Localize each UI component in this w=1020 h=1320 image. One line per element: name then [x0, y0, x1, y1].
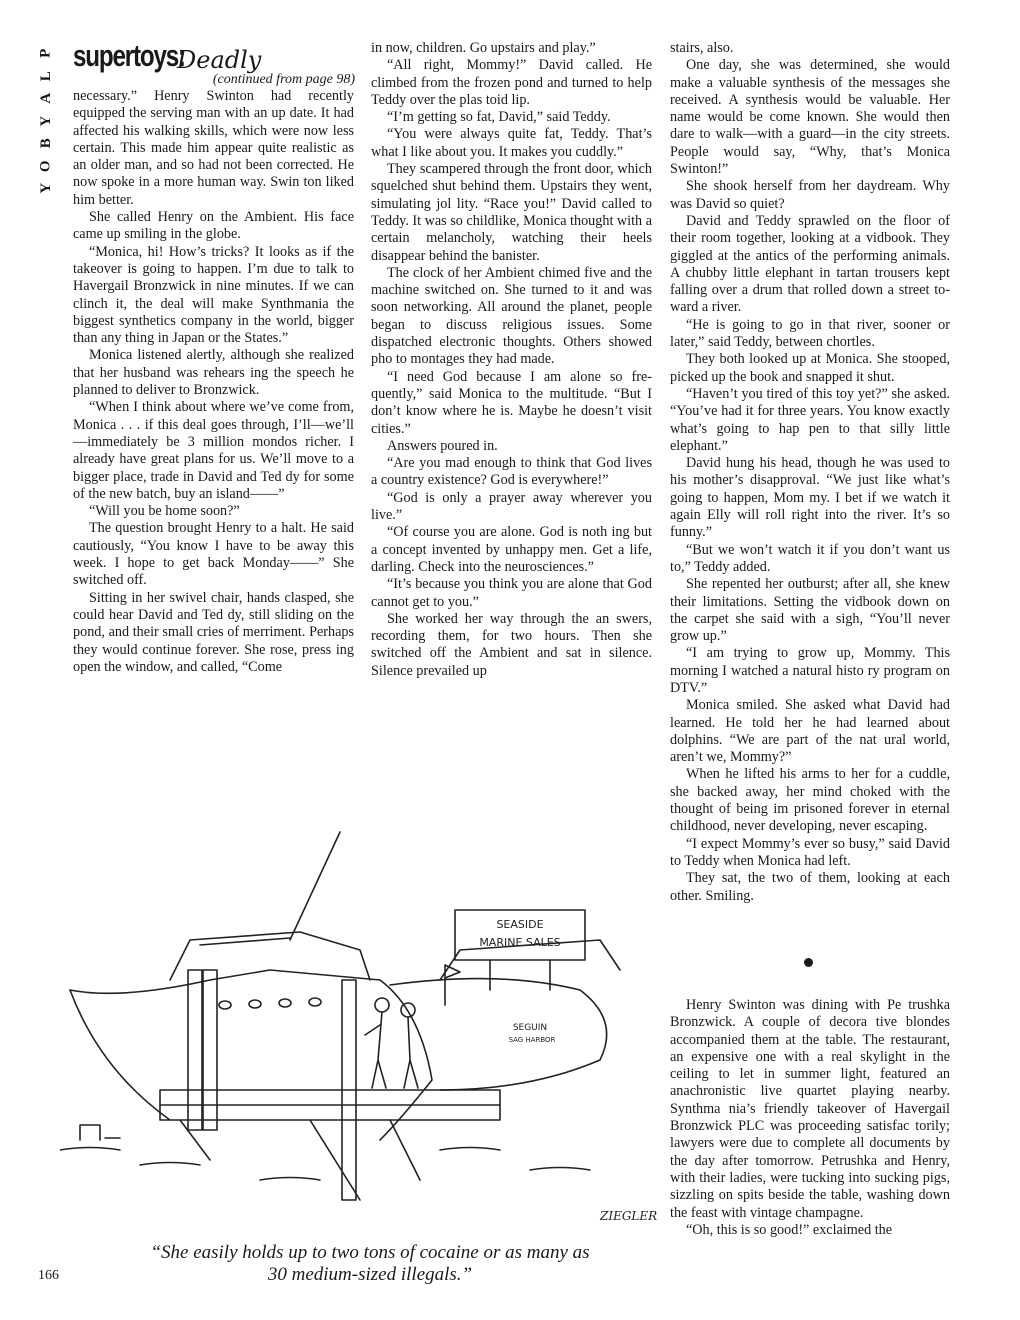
- sidebar-letter: Y: [37, 115, 54, 127]
- paragraph: She worked her way through the an swers, recording them, for two hours. Then she switched off the Ambient and sat in silence. Silence prevailed up: [371, 610, 652, 679]
- sidebar-letter: O: [37, 159, 54, 172]
- page-number: 166: [38, 1268, 59, 1283]
- cartoonist-signature: ZIEGLER: [600, 1209, 658, 1223]
- paragraph: “Haven’t you tired of this toy yet?” she asked. “You’ve had it for three years. You know exactly what’s going to hap pen to that silly little elephant.”: [670, 385, 950, 454]
- sidebar-letter: P: [37, 48, 54, 58]
- flag: [445, 965, 460, 1005]
- paragraph: The clock of her Ambient chimed five and the machine switched on. She turned to it and was soon networking. All around the planet, people began to discuss religious issues. Some dispatched electronic thoughts. Others showed pho to montages they had made.: [371, 264, 652, 368]
- paragraph: “I’m getting so fat, David,” said Teddy.: [387, 109, 611, 126]
- boat-port: SAG HARBOR: [508, 1036, 556, 1044]
- sidebar-letter: A: [37, 92, 54, 104]
- sidebar-letter: L: [37, 70, 54, 81]
- paragraph: Answers poured in.: [387, 437, 498, 454]
- paragraph: One day, she was determined, she would make a valuable synthesis of the messages she received. A synthesis would be valuable. Her name would be come known. She would then dare to walk—with a guard—in the city streets. People would say, “Why, that’s Monica Swinton!”: [670, 57, 950, 178]
- cartoon-illustration: [60, 820, 660, 1230]
- sidebar-letter: B: [37, 138, 54, 149]
- paragraph: “He is going to go in that river, sooner or later,” said Teddy, between chortles.: [670, 316, 950, 351]
- sidebar-letter: Y: [37, 182, 54, 194]
- second-boat-hull: [390, 979, 607, 1090]
- paragraph: They sat, the two of them, looking at each other. Smiling.: [670, 870, 950, 904]
- magazine-sidebar: [34, 42, 58, 200]
- dock-piling: [203, 970, 217, 1130]
- boat-antenna: [290, 832, 340, 940]
- paragraph: “Are you mad enough to think that God lives a country existence? God is everywhere!”: [371, 455, 652, 489]
- paragraph: Sitting in her swivel chair, hands clasped, she could hear David and Ted dy, still sliding on the pond, and their small cries of merriment. Perhaps they would continue forever. She rose, press ing open the window, and called, “Come: [73, 589, 354, 675]
- column-3: [670, 40, 950, 905]
- paragraph: “Oh, this is so good!” exclaimed the: [686, 1221, 893, 1238]
- paragraph: necessary.” Henry Swinton had recently equipped the serving man with an up date. It had affected his walking skills, which were now less certain. This made him appear quite realistic as an older man, and so had not been corrected. He now spoke in a more human way. Swin ton liked him better.: [73, 88, 354, 208]
- continued-note: (continued from page 98): [212, 72, 355, 87]
- porthole: [279, 999, 291, 1007]
- porthole: [219, 1001, 231, 1009]
- paragraph: “All right, Mommy!” David called. He climbed from the frozen pond and turned to help Teddy over the plas toid lip.: [371, 57, 652, 108]
- dock-piling: [188, 970, 202, 1130]
- paragraph: “Will you be home soon?”: [89, 503, 240, 520]
- porthole: [249, 1000, 261, 1008]
- headline-kicker: supertoys:: [73, 38, 185, 73]
- paragraph: They scampered through the front door, which squelched shut behind them. Upstairs they went, simulating jol lity. “Race you!” David called to Teddy. It was so childlike, Monica thought with a certain melancholy, watching their heels disappear behind the banister.: [371, 161, 652, 264]
- paragraph: Monica listened alertly, although she realized that her husband was rehears ing the speech he planned to deliver to Bronzwick.: [73, 347, 354, 399]
- paragraph: “When I think about where we’ve come from, Monica . . . if this deal goes through, I’ll—we’ll—immediately be 3 million mondos richer. I already have great plans for us. We’ll move to a bigger place, trade in David and Ted dy for some of the new batch, buy an island——”: [73, 399, 354, 502]
- caption-line-1: “She easily holds up to two tons of cocaine or as many as: [150, 1242, 590, 1263]
- paragraph: David hung his head, though he was used to his mother’s disapproval. “We just like what’s going to happen, Mom my. I bet if we watch it again Elly will roll right into the river. It’s so funny.”: [670, 455, 950, 541]
- salesman-figure: [375, 998, 389, 1012]
- paragraph: “It’s because you think you are alone that God cannot get to you.”: [371, 576, 652, 610]
- sign-line-1: SEASIDE: [496, 918, 544, 931]
- section-break-bullet: [804, 958, 813, 967]
- water-lines: [60, 1148, 590, 1181]
- paragraph: “Monica, hi! How’s tricks? It looks as if the takeover is going to happen. I’m due to talk to Havergail Bronzwick in nine minutes. If we can clinch it, the deal will make Synthmania the biggest synthetics company in the world, bigger than any thing in Japan or the States.”: [73, 243, 354, 347]
- paragraph: She shook herself from her daydream. Why was David so quiet?: [670, 178, 950, 212]
- distant-shore: [80, 1125, 120, 1140]
- column-3-continued: [670, 997, 950, 1239]
- paragraph: They both looked up at Monica. She stooped, picked up the book and snapped it shut.: [670, 351, 950, 385]
- boat-name: SEGUIN: [512, 1023, 548, 1033]
- column-1: [73, 88, 354, 676]
- porthole: [309, 998, 321, 1006]
- sign-line-2: MARINE SALES: [479, 936, 561, 949]
- paragraph: “I expect Mommy’s ever so busy,” said David to Teddy when Monica had left.: [670, 835, 950, 869]
- paragraph: “I am trying to grow up, Mommy. This morning I watched a natural histo ry program on DTV.”: [670, 645, 950, 696]
- column-2: [371, 40, 652, 680]
- paragraph: “Of course you are alone. God is noth ing but a concept invented by unhappy men. Get a life, darling. Check into the neurosciences.”: [371, 524, 652, 575]
- paragraph: “You were always quite fat, Teddy. That’s what I like about you. It makes you cuddly.”: [371, 126, 652, 160]
- paragraph: When he lifted his arms to her for a cuddle, she backed away, her mind choked with the thought of being im prisoned forever in eternal childhood, never developing, never escaping.: [670, 766, 950, 835]
- paragraph: stairs, also.: [670, 40, 734, 56]
- headline-title: Deadly: [177, 46, 262, 74]
- paragraph: David and Teddy sprawled on the floor of their room together, looking at a vidbook. They giggled at the antics of the performing animals. A chubby little elephant in tartan trousers kept falling over a drum that rolled down a street to ward a river.: [670, 212, 950, 316]
- caption-line-2: 30 medium-sized illegals.”: [267, 1264, 473, 1285]
- paragraph: The question brought Henry to a halt. He said cautiously, “You know I have to be away this week. I hope to get back Monday——” She switched off.: [73, 520, 354, 589]
- paragraph: “God is only a prayer away wherever you live.”: [371, 489, 652, 524]
- paragraph: “But we won’t watch it if you don’t want us to,” Teddy added.: [670, 541, 950, 575]
- cartoon-caption: [100, 1242, 640, 1286]
- paragraph: She repented her outburst; after all, she knew their limitations. Setting the vidbook down on the carpet she said with a sigh, “You’ll never grow up.”: [670, 576, 950, 645]
- paragraph: Henry Swinton was dining with Pe trushka Bronzwick. A couple of decora tive blondes accompanied them at the table. The restaurant, an expensive one with a real skylight in the ceiling to let in summer light, featured an anachronistic live quartet playing nearby. Synthma nia’s friendly takeover of Havergail Bronzwick PLC was proceeding satisfac torily; lawyers were due to complete all documents by the day after tomorrow. Petrushka and Henry, with their ladies, were tucking into sucking pigs, sizzling on spits beside the table, washing down the feast with vintage champagne.: [670, 997, 950, 1221]
- paragraph: “I need God because I am alone so fre quently,” said Monica to the multitude. “But I don’t know where he is. Maybe he doesn’t visit cities.”: [371, 368, 652, 437]
- paragraph: in now, children. Go upstairs and play.”: [371, 40, 596, 56]
- paragraph: Monica smiled. She asked what David had learned. He told her he had learned about dolphins. “We are part of the nat ural world, aren’t we, Mommy?”: [670, 697, 950, 766]
- paragraph: She called Henry on the Ambient. His face came up smiling in the globe.: [73, 209, 354, 243]
